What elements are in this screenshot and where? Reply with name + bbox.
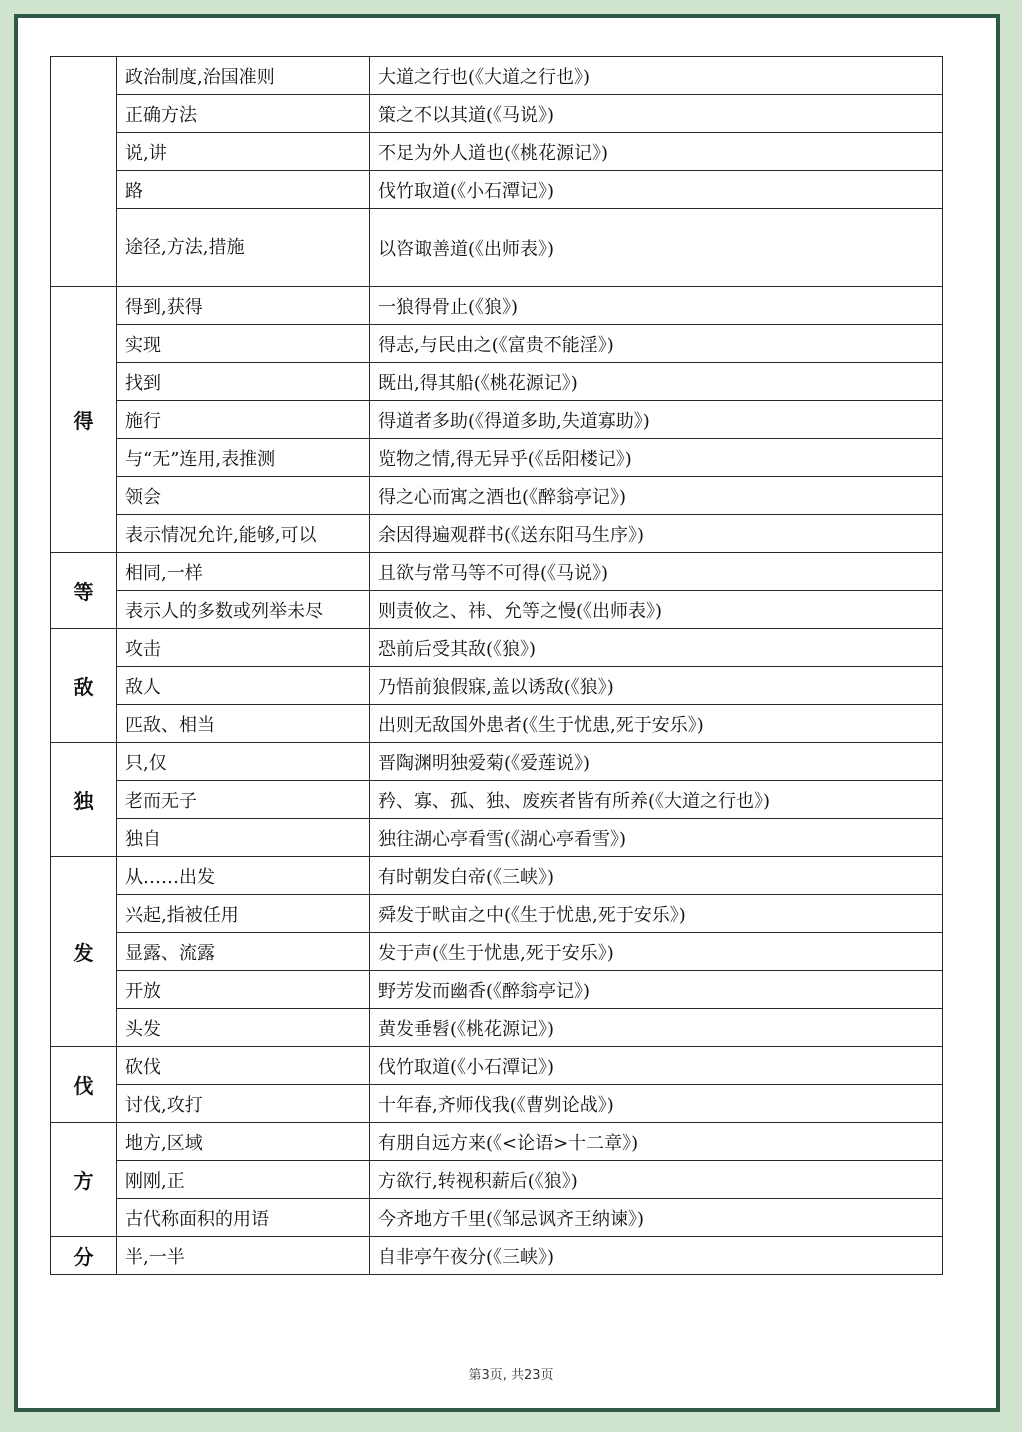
example-cell: 则责攸之、祎、允等之慢(《出师表》) (370, 591, 943, 629)
word-cell: 发 (51, 857, 117, 1047)
table-row (51, 1123, 943, 1161)
example-cell: 晋陶渊明独爱菊(《爱莲说》) (370, 743, 943, 781)
meaning-cell: 说,讲 (117, 133, 370, 171)
table-row (51, 325, 943, 363)
word-cell (51, 57, 117, 287)
example-cell: 览物之情,得无异乎(《岳阳楼记》) (370, 439, 943, 477)
meaning-cell: 匹敌、相当 (117, 705, 370, 743)
meaning-cell: 从……出发 (117, 857, 370, 895)
word-cell: 等 (51, 553, 117, 629)
table-row (51, 971, 943, 1009)
meaning-cell: 只,仅 (117, 743, 370, 781)
meaning-cell: 相同,一样 (117, 553, 370, 591)
table-row (51, 287, 943, 325)
word-cell: 独 (51, 743, 117, 857)
table-row (51, 819, 943, 857)
table-row (51, 933, 943, 971)
meaning-cell: 显露、流露 (117, 933, 370, 971)
meaning-cell: 刚刚,正 (117, 1161, 370, 1199)
meaning-cell: 头发 (117, 1009, 370, 1047)
example-cell: 方欲行,转视积薪后(《狼》) (370, 1161, 943, 1199)
meaning-cell: 正确方法 (117, 95, 370, 133)
example-cell: 恐前后受其敌(《狼》) (370, 629, 943, 667)
table-row (51, 667, 943, 705)
example-cell: 有时朝发白帝(《三峡》) (370, 857, 943, 895)
meaning-cell: 政治制度,治国准则 (117, 57, 370, 95)
example-cell: 大道之行也(《大道之行也》) (370, 57, 943, 95)
table-row (51, 895, 943, 933)
example-cell: 策之不以其道(《马说》) (370, 95, 943, 133)
meaning-cell: 老而无子 (117, 781, 370, 819)
example-cell: 乃悟前狼假寐,盖以诱敌(《狼》) (370, 667, 943, 705)
meaning-cell: 施行 (117, 401, 370, 439)
meaning-cell: 途径,方法,措施 (117, 209, 370, 287)
table-row (51, 1047, 943, 1085)
example-cell: 伐竹取道(《小石潭记》) (370, 171, 943, 209)
example-cell: 野芳发而幽香(《醉翁亭记》) (370, 971, 943, 1009)
table-row (51, 705, 943, 743)
example-cell: 独往湖心亭看雪(《湖心亭看雪》) (370, 819, 943, 857)
example-cell: 以咨诹善道(《出师表》) (370, 209, 943, 287)
table-row (51, 57, 943, 95)
example-cell: 一狼得骨止(《狼》) (370, 287, 943, 325)
word-cell: 分 (51, 1237, 117, 1275)
example-cell: 舜发于畎亩之中(《生于忧患,死于安乐》) (370, 895, 943, 933)
table-row (51, 1009, 943, 1047)
table-row (51, 401, 943, 439)
table-row (51, 477, 943, 515)
meaning-cell: 地方,区域 (117, 1123, 370, 1161)
meaning-cell: 砍伐 (117, 1047, 370, 1085)
word-cell: 敌 (51, 629, 117, 743)
meaning-cell: 找到 (117, 363, 370, 401)
table-row (51, 363, 943, 401)
meaning-cell: 敌人 (117, 667, 370, 705)
word-cell: 得 (51, 287, 117, 553)
meaning-cell: 半,一半 (117, 1237, 370, 1275)
example-cell: 且欲与常马等不可得(《马说》) (370, 553, 943, 591)
table-row (51, 95, 943, 133)
table-row (51, 857, 943, 895)
word-cell: 伐 (51, 1047, 117, 1123)
example-cell: 不足为外人道也(《桃花源记》) (370, 133, 943, 171)
meaning-cell: 表示情况允许,能够,可以 (117, 515, 370, 553)
table-row (51, 1199, 943, 1237)
table-row (51, 1237, 943, 1275)
table-row (51, 209, 943, 287)
table-row (51, 171, 943, 209)
example-cell: 十年春,齐师伐我(《曹刿论战》) (370, 1085, 943, 1123)
meaning-cell: 路 (117, 171, 370, 209)
example-cell: 得之心而寓之酒也(《醉翁亭记》) (370, 477, 943, 515)
table-row (51, 133, 943, 171)
meaning-cell: 古代称面积的用语 (117, 1199, 370, 1237)
example-cell: 既出,得其船(《桃花源记》) (370, 363, 943, 401)
meaning-cell: 开放 (117, 971, 370, 1009)
example-cell: 得道者多助(《得道多助,失道寡助》) (370, 401, 943, 439)
example-cell: 有朋自远方来(《<论语>十二章》) (370, 1123, 943, 1161)
meaning-cell: 与“无”连用,表推测 (117, 439, 370, 477)
meaning-cell: 得到,获得 (117, 287, 370, 325)
vocabulary-table-body (51, 57, 943, 1275)
example-cell: 出则无敌国外患者(《生于忧患,死于安乐》) (370, 705, 943, 743)
vocabulary-table (50, 56, 943, 1275)
example-cell: 发于声(《生于忧患,死于安乐》) (370, 933, 943, 971)
table-row (51, 743, 943, 781)
meaning-cell: 兴起,指被任用 (117, 895, 370, 933)
example-cell: 自非亭午夜分(《三峡》) (370, 1237, 943, 1275)
table-row (51, 439, 943, 477)
meaning-cell: 领会 (117, 477, 370, 515)
table-row (51, 515, 943, 553)
word-cell: 方 (51, 1123, 117, 1237)
example-cell: 伐竹取道(《小石潭记》) (370, 1047, 943, 1085)
example-cell: 得志,与民由之(《富贵不能淫》) (370, 325, 943, 363)
example-cell: 矜、寡、孤、独、废疾者皆有所养(《大道之行也》) (370, 781, 943, 819)
meaning-cell: 独自 (117, 819, 370, 857)
meaning-cell: 实现 (117, 325, 370, 363)
meaning-cell: 表示人的多数或列举未尽 (117, 591, 370, 629)
meaning-cell: 攻击 (117, 629, 370, 667)
page-footer: 第3页, 共23页 (468, 1368, 554, 1383)
example-cell: 今齐地方千里(《邹忌讽齐王纳谏》) (370, 1199, 943, 1237)
table-row (51, 553, 943, 591)
table-row (51, 1085, 943, 1123)
example-cell: 余因得遍观群书(《送东阳马生序》) (370, 515, 943, 553)
table-row (51, 781, 943, 819)
meaning-cell: 讨伐,攻打 (117, 1085, 370, 1123)
example-cell: 黄发垂髫(《桃花源记》) (370, 1009, 943, 1047)
table-row (51, 629, 943, 667)
table-row (51, 1161, 943, 1199)
table-row (51, 591, 943, 629)
